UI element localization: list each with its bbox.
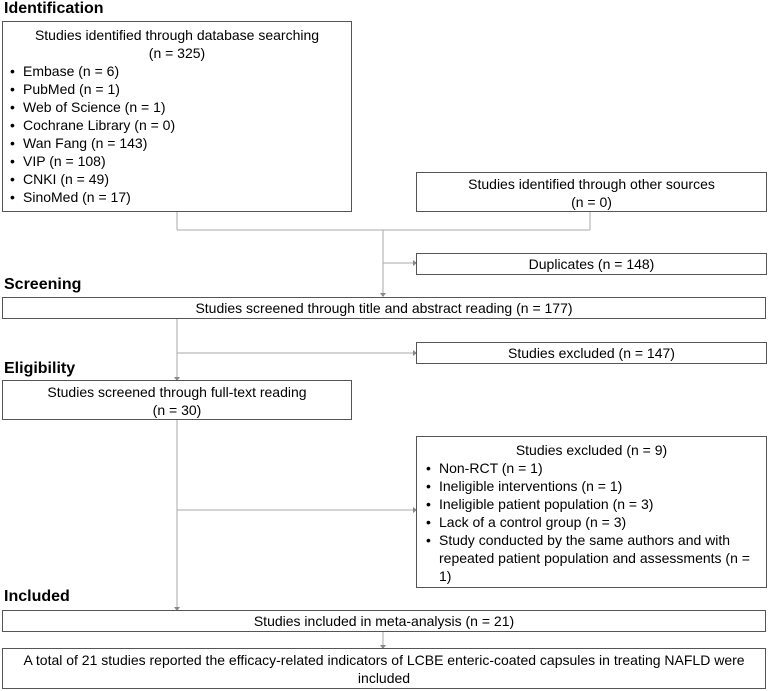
other-sources-title: Studies identified through other sources	[468, 176, 715, 192]
section-included: Included	[4, 588, 70, 605]
final-included-box: A total of 21 studies reported the efficacy-related indicators of LCBE enteric-coated capsules in treating NAFLD were included	[2, 648, 766, 689]
database-item: • CNKI (n = 49)	[7, 170, 347, 188]
database-list	[7, 62, 347, 206]
excluded-9-box	[416, 436, 767, 588]
exclusion-reason: • Ineligible interventions (n = 1)	[423, 477, 760, 495]
database-item: • Wan Fang (n = 143)	[7, 134, 347, 152]
exclusion-reason: • Non-RCT (n = 1)	[423, 459, 760, 477]
section-screening: Screening	[4, 276, 82, 293]
database-item: • VIP (n = 108)	[7, 152, 347, 170]
exclusion-reasons-list	[423, 459, 760, 585]
exclusion-reason: • Lack of a control group (n = 3)	[423, 513, 760, 531]
meta-analysis-box: Studies included in meta-analysis (n = 21)	[2, 610, 766, 632]
database-item: • Web of Science (n = 1)	[7, 98, 347, 116]
database-search-count: (n = 325)	[148, 45, 206, 61]
database-search-box	[2, 21, 352, 212]
database-item: • Cochrane Library (n = 0)	[7, 116, 347, 134]
duplicates-box: Duplicates (n = 148)	[416, 253, 767, 275]
database-item: • Embase (n = 6)	[7, 62, 347, 80]
other-sources-count: (n = 0)	[571, 194, 612, 210]
database-search-title: Studies identified through database searching	[34, 27, 320, 43]
exclusion-reason: • Study conducted by the same authors and with repeated patient population and assessments (n = 1)	[423, 531, 760, 585]
excluded-147-box: Studies excluded (n = 147)	[416, 342, 767, 364]
section-identification: Identification	[4, 0, 104, 17]
fulltext-title: Studies screened through full-text reading	[47, 384, 307, 400]
exclusion-reason: • Ineligible patient population (n = 3)	[423, 495, 760, 513]
fulltext-box	[2, 380, 352, 420]
screening-box: Studies screened through title and abstract reading (n = 177)	[2, 297, 766, 319]
section-eligibility: Eligibility	[4, 360, 76, 377]
other-sources-box	[416, 172, 767, 212]
database-item: • PubMed (n = 1)	[7, 80, 347, 98]
fulltext-count: (n = 30)	[152, 402, 202, 418]
database-item: • SinoMed (n = 17)	[7, 188, 347, 206]
excluded-9-title: Studies excluded (n = 9)	[515, 442, 668, 458]
